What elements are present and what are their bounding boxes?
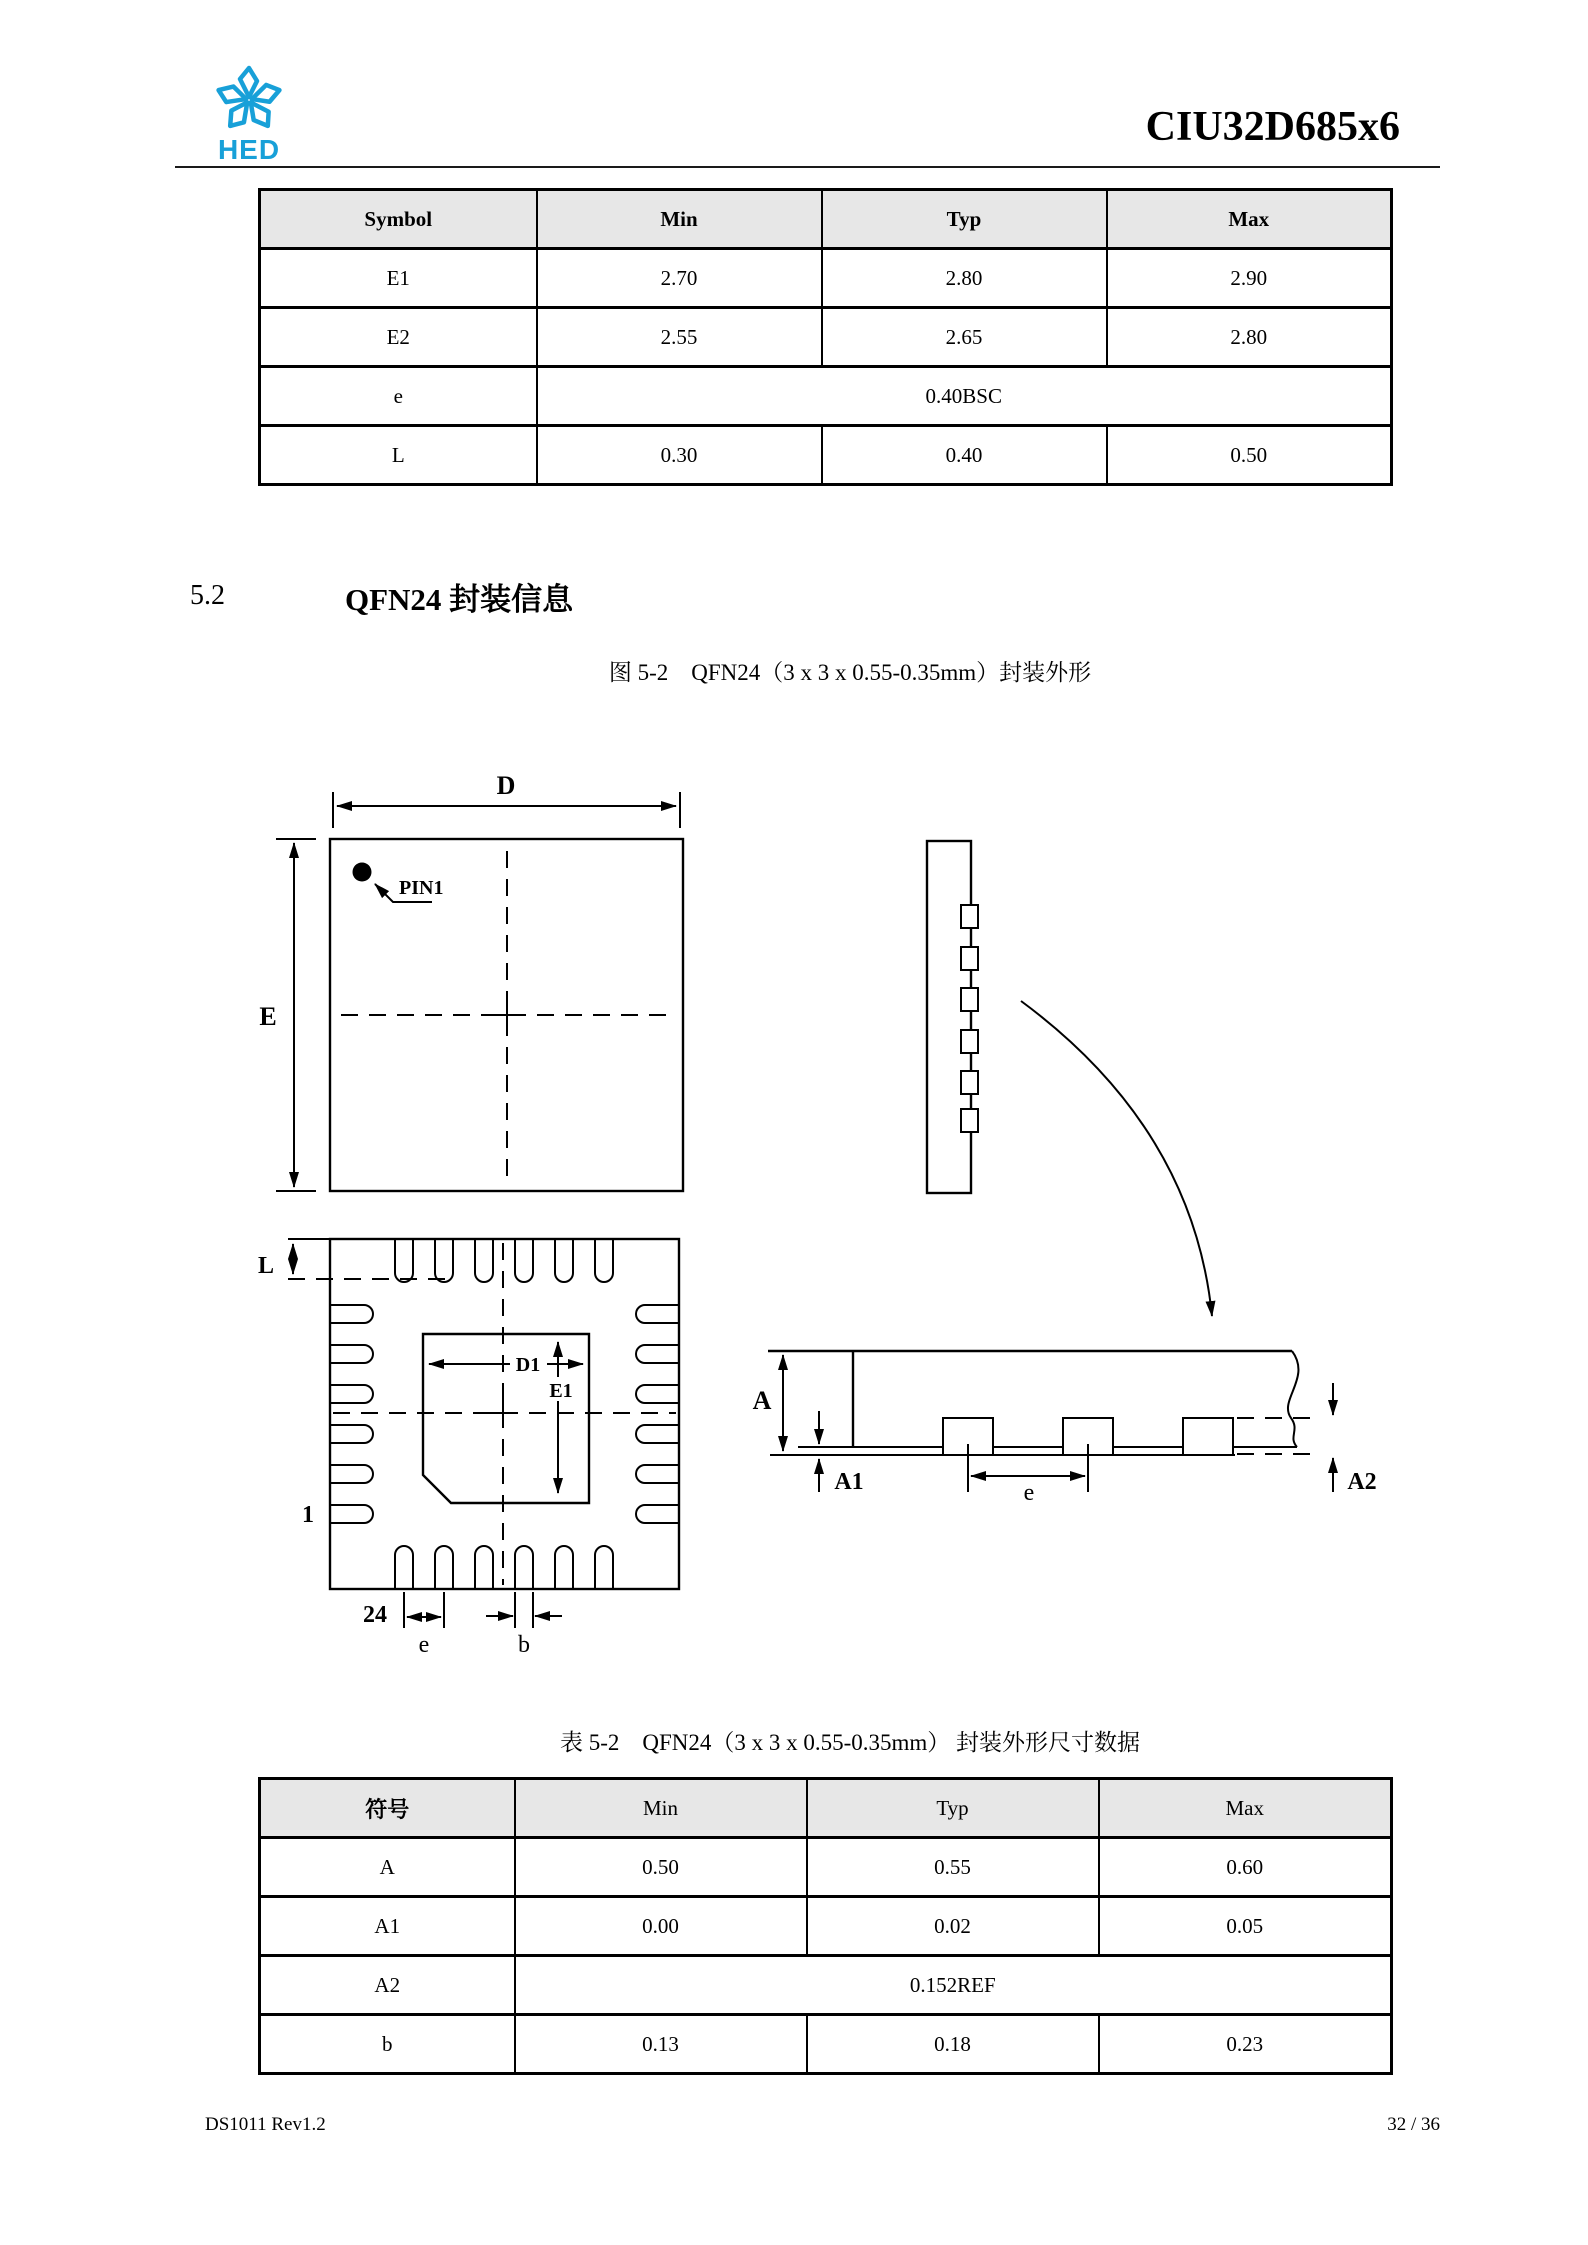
table-row: [260, 1897, 1392, 1956]
cell-typ: 2.65: [822, 308, 1107, 367]
page-title: CIU32D685x6: [1145, 104, 1400, 150]
cell-max: 2.90: [1107, 249, 1392, 308]
top-view-drawing: [259, 771, 683, 1191]
qfn24-package-drawing: [180, 730, 1420, 1690]
cell-symbol: b: [260, 2015, 515, 2074]
figure-caption: 图 5-2 QFN24（3 x 3 x 0.55-0.35mm）封装外形: [608, 660, 1092, 685]
cell-max: 0.05: [1099, 1897, 1392, 1956]
cell-typ: 0.55: [807, 1838, 1099, 1897]
cell-max: 2.80: [1107, 308, 1392, 367]
pin-slot: [330, 1305, 373, 1323]
pitch-label: e: [418, 1632, 430, 1658]
col-header-symbol: Symbol: [260, 190, 537, 249]
pin-slot: [435, 1239, 453, 1282]
pin-slot: [515, 1239, 533, 1282]
cell-typ: 0.02: [807, 1897, 1099, 1956]
col-header-min: Min: [515, 1779, 807, 1838]
logo-text: HED: [217, 134, 281, 164]
cell-min: 0.30: [537, 426, 822, 485]
dimension-table-qfn24: [258, 1777, 1393, 2075]
col-header-max: Max: [1099, 1779, 1392, 1838]
col-header-min: Min: [537, 190, 822, 249]
pin-slot: [330, 1385, 373, 1403]
pin-slot: [515, 1546, 533, 1589]
pin-slot: [595, 1239, 613, 1282]
pin-slot: [636, 1385, 679, 1403]
pin-slot: [330, 1345, 373, 1363]
dimension-table-sop: [258, 188, 1393, 486]
cell-typ: 0.40: [822, 426, 1107, 485]
b-label: b: [518, 1632, 530, 1658]
cell-symbol: E1: [260, 249, 537, 308]
e-extension-lines: [276, 839, 316, 1191]
header-rule: [175, 166, 1440, 168]
pin-slot: [395, 1239, 413, 1282]
cell-symbol: A2: [260, 1956, 515, 2015]
pin-slot: [636, 1345, 679, 1363]
pin-slot: [395, 1546, 413, 1589]
cell-min: 0.00: [515, 1897, 807, 1956]
pin-slot: [555, 1546, 573, 1589]
pin1-dot: [353, 863, 372, 882]
pin-slot: [636, 1425, 679, 1443]
a-label: A: [752, 1386, 772, 1415]
cell-symbol: E2: [260, 308, 537, 367]
col-header-max: Max: [1107, 190, 1392, 249]
footer-doc-revision: DS1011 Rev1.2: [205, 2114, 326, 2135]
pin-slot: [636, 1305, 679, 1323]
a2-label: A2: [1347, 1469, 1377, 1495]
table-row: [260, 2015, 1392, 2074]
pin-slot: [555, 1239, 573, 1282]
cell-max: 0.23: [1099, 2015, 1392, 2074]
a1-label: A1: [834, 1469, 864, 1495]
table-row: [260, 308, 1392, 367]
cell-max: 0.50: [1107, 426, 1392, 485]
b-extension-lines: [515, 1592, 533, 1628]
e-label: E: [259, 1002, 277, 1031]
pin-slot: [435, 1546, 453, 1589]
pitch-extension-lines: [404, 1592, 444, 1628]
cell-typ: 2.80: [822, 249, 1107, 308]
pin1-label: PIN1: [399, 877, 444, 899]
side-view-drawing: [927, 841, 1212, 1316]
side-pin: [961, 1071, 978, 1094]
pin-slot: [636, 1465, 679, 1483]
cell-max: 0.60: [1099, 1838, 1392, 1897]
pin-slot: [475, 1239, 493, 1282]
cell-min: 0.50: [515, 1838, 807, 1897]
hed-logo: [203, 64, 295, 164]
side-body-outline: [927, 841, 971, 1193]
pin24-number-label: 24: [363, 1602, 387, 1628]
section-title: QFN24 封装信息: [345, 582, 574, 617]
d-label: D: [496, 771, 516, 800]
cell-typ: 0.18: [807, 2015, 1099, 2074]
pin-slot: [475, 1546, 493, 1589]
cs-pad: [1183, 1418, 1233, 1455]
thermal-pad-outline: [423, 1334, 589, 1503]
pin-slot: [330, 1505, 373, 1523]
pin-slot: [330, 1425, 373, 1443]
cell-min: 2.70: [537, 249, 822, 308]
col-header-symbol: 符号: [260, 1779, 515, 1838]
pin-slot: [636, 1505, 679, 1523]
cell-span-value: 0.40BSC: [537, 367, 1392, 426]
side-pin: [961, 1030, 978, 1053]
cell-symbol: e: [260, 367, 537, 426]
col-header-typ: Typ: [807, 1779, 1099, 1838]
cs-break-line: [1288, 1351, 1299, 1447]
footer-page-number: 32 / 36: [1387, 2114, 1440, 2135]
e1-label: E1: [549, 1380, 573, 1402]
side-pin: [961, 947, 978, 970]
table-caption: 表 5-2 QFN24（3 x 3 x 0.55-0.35mm） 封装外形尺寸数据: [559, 1730, 1141, 1755]
bottom-view-drawing: [258, 1239, 679, 1658]
l-label: L: [257, 1253, 275, 1279]
cell-min: 2.55: [537, 308, 822, 367]
section-number: 5.2: [190, 580, 225, 611]
center-cross: [488, 1398, 518, 1428]
cell-span-value: 0.152REF: [515, 1956, 1392, 2015]
cell-symbol: A: [260, 1838, 515, 1897]
col-header-typ: Typ: [822, 190, 1107, 249]
center-cross: [493, 1001, 521, 1029]
pin1-number-label: 1: [302, 1502, 314, 1528]
table-header-row: [260, 190, 1392, 249]
d1-label: D1: [515, 1354, 541, 1376]
hed-logo-icon: [203, 64, 295, 164]
cross-section-drawing: [753, 1351, 1377, 1506]
pin-slot: [595, 1546, 613, 1589]
table-row: [260, 367, 1392, 426]
pin-slot: [330, 1465, 373, 1483]
cs-pitch-label: e: [1023, 1480, 1035, 1506]
side-pin: [961, 905, 978, 928]
side-pin: [961, 988, 978, 1011]
side-pin: [961, 1109, 978, 1132]
cell-symbol: L: [260, 426, 537, 485]
table-header-row: [260, 1779, 1392, 1838]
table-row: [260, 1838, 1392, 1897]
cell-min: 0.13: [515, 2015, 807, 2074]
table-row: [260, 426, 1392, 485]
rotation-arrow: [1021, 1001, 1212, 1316]
cell-symbol: A1: [260, 1897, 515, 1956]
table-row: [260, 1956, 1392, 2015]
table-row: [260, 249, 1392, 308]
